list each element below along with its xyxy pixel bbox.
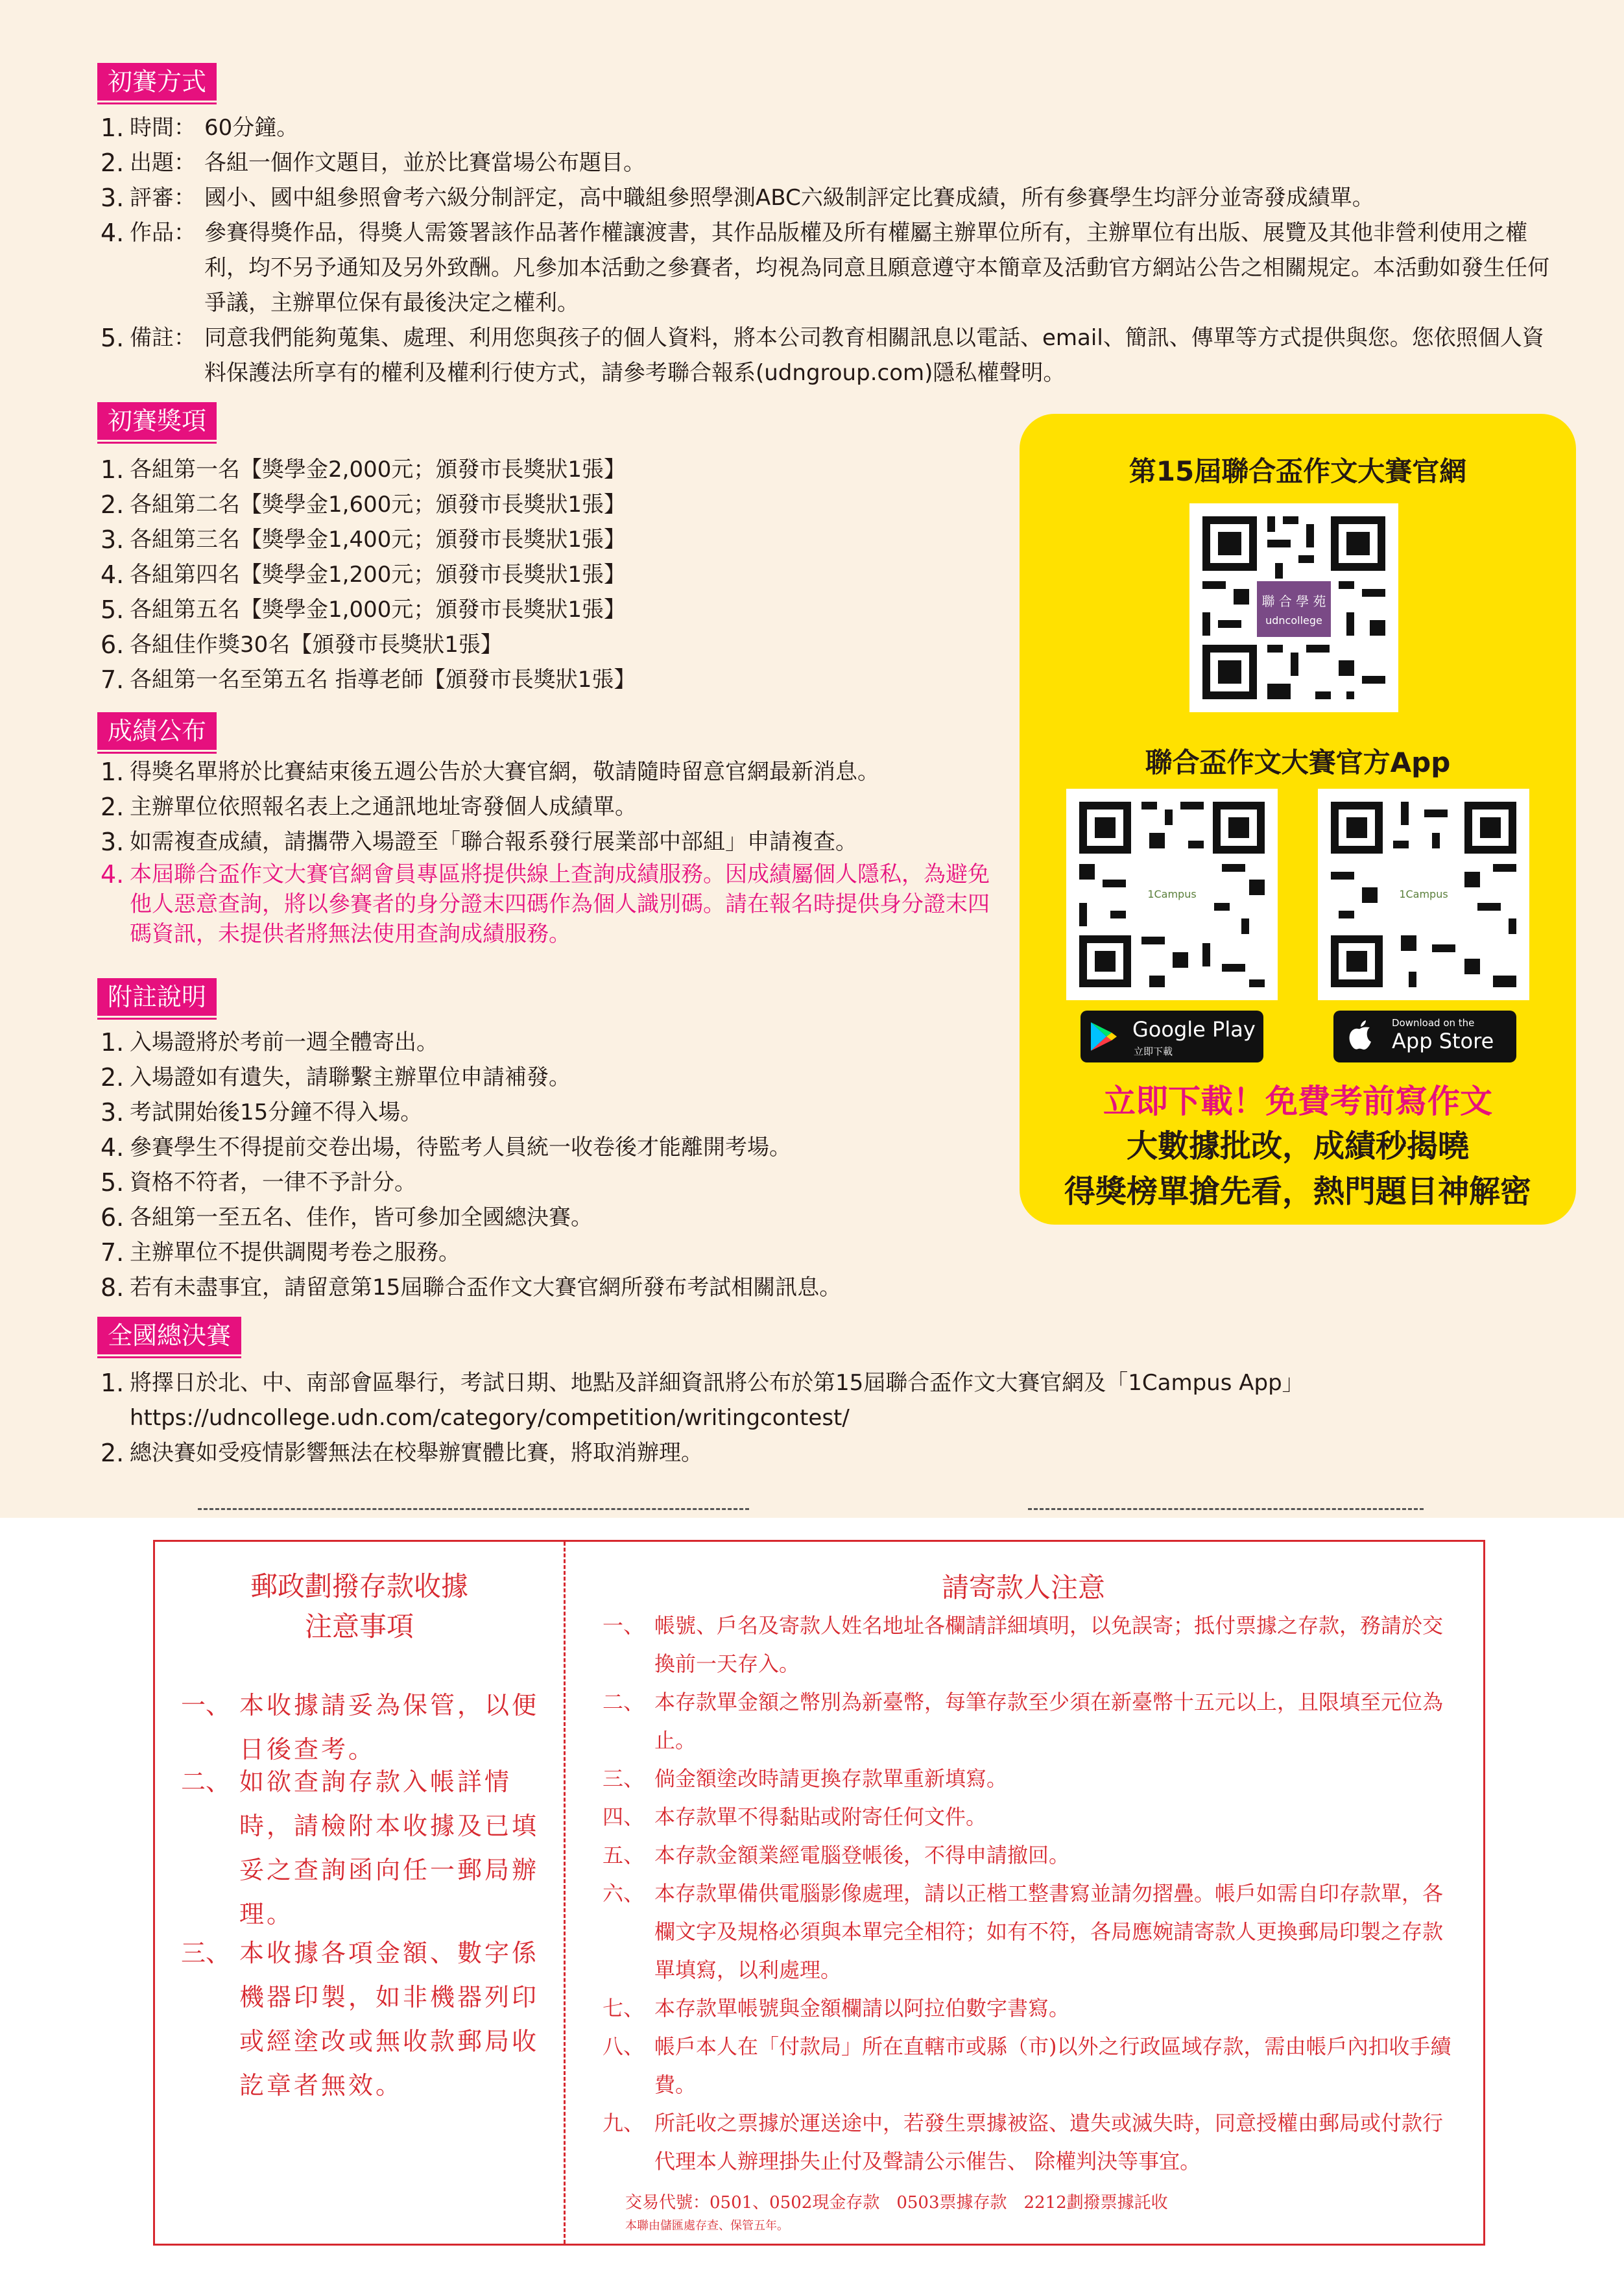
- qr-logo-subtext: udncollege: [1265, 614, 1322, 627]
- results-list: [101, 754, 996, 949]
- list-item: 4. 參賽學生不得提前交卷出場，待監考人員統一收卷後才能離開考場。: [101, 1133, 791, 1162]
- app-store-sublabel: Download on the: [1392, 1017, 1475, 1029]
- list-item: 2. 總決賽如受疫情影響無法在校舉辦實體比賽，將取消辦理。: [101, 1439, 703, 1467]
- app-store-qr-code[interactable]: [1318, 789, 1529, 1000]
- depositor-note-item: 八、 帳戶本人在「付款局」所在直轄市或縣（市)以外之行政區域存款，需由帳戶內扣收手續費。: [603, 2034, 1451, 2097]
- qr-pattern: [1066, 789, 1278, 1000]
- section-title-finals: 全國總決賽: [97, 1317, 241, 1354]
- depositor-note-item: 六、 本存款單備供電腦影像處理，請以正楷工整書寫並請勿摺疊。帳戶如需自印存款單，各欄文字及規格必須與本單完全相符；如有不符，各局應婉請寄款人更換郵局印製之存款單填寫，以利處理。: [603, 1881, 1444, 1982]
- list-item: 3. 考試開始後15分鐘不得入場。: [101, 1098, 423, 1127]
- receipt-subtitle: 注意事項: [304, 1611, 414, 1642]
- depositor-note-item: 五、 本存款金額業經電腦登帳後，不得申請撤回。: [603, 1843, 1070, 1867]
- depositor-note-item: 二、 本存款單金額之幣別為新臺幣，每筆存款至少須在新臺幣十五元以上，且限填至元位為止。: [603, 1690, 1444, 1753]
- trade-code-note: 交易代號：0501、0502現金存款 0503票據存款 2212劃撥票據託收: [625, 2193, 1168, 2213]
- google-play-qr-code[interactable]: [1066, 789, 1278, 1000]
- receipt-note-item: 一、 本收據請妥為保管，以便日後查考。: [181, 1691, 540, 1764]
- finals-list: [101, 1365, 1527, 1470]
- list-item: 1. 各組第一名【獎學金2,000元；頒發市長獎狀1張】: [101, 455, 626, 484]
- list-item: 3. 評審： 國小、國中組參照會考六級分制評定，高中職組參照學測ABC六級制評定比賽成績，所有參賽學生均評分並寄發成績單。: [101, 184, 1374, 212]
- list-item: 1. 將擇日於北、中、南部會區舉行，考試日期、地點及詳細資訊將公布於第15屆聯合盃作文大賽官網及「1Campus App」https://udncollege.udn.com/category/competition/writingcontest/: [101, 1369, 1304, 1431]
- list-item-highlight: 4. 本屆聯合盃作文大賽官網會員專區將提供線上查詢成績服務。因成績屬個人隱私，為避免他人惡意查詢，將以參賽者的身分證末四碼作為個人識別碼。請在報名時提供身分證末四碼資訊，未提供者將無法使用查詢成績服務。: [101, 860, 990, 947]
- list-item: 5. 各組第五名【獎學金1,000元；頒發市長獎狀1張】: [101, 595, 626, 624]
- promo-line-winners: 得獎榜單搶先看，熱門題目神解密: [1064, 1173, 1531, 1210]
- preliminary-list: [101, 110, 1553, 390]
- depositor-note-item: 七、 本存款單帳號與金額欄請以阿拉伯數字書寫。: [603, 1996, 1070, 2021]
- depositor-note-item: 四、 本存款單不得黏貼或附寄任何文件。: [603, 1805, 987, 1829]
- app-store-label: App Store: [1392, 1029, 1494, 1053]
- promo-line-download: 立即下載！免費考前寫作文: [1103, 1083, 1492, 1120]
- list-item: 6. 各組第一至五名、佳作，皆可參加全國總決賽。: [101, 1203, 593, 1232]
- depositor-note-item: 一、 帳號、戶名及寄款人姓名地址各欄請詳細填明，以免誤寄；抵付票據之存款，務請於交換前一天存入。: [603, 1613, 1444, 1676]
- list-item: 2. 主辦單位依照報名表上之通訊地址寄發個人成績單。: [101, 793, 637, 821]
- list-item: 3. 各組第三名【獎學金1,400元；頒發市長獎狀1張】: [101, 525, 626, 554]
- list-item: 1. 時間： 60分鐘。: [101, 114, 299, 142]
- google-play-label: Google Play: [1132, 1017, 1256, 1042]
- list-item: 4. 作品： 參賽得獎作品，得獎人需簽署該作品著作權讓渡書，其作品版權及所有權屬主辦單位所有，主辦單位有出版、展覽及其他非營利使用之權利，均不另予通知及另外致酬。凡參加本活動之參賽者，均視為同意且願意遵守本簡章及活動官方網站公告之相關規定。本活動如發生任何爭議，主辦單位保有最後決定之權利。: [101, 219, 1549, 316]
- retention-note: 本聯由儲匯處存查、保管五年。: [625, 2219, 789, 2233]
- qr-logo-text: 1Campus: [1147, 888, 1197, 900]
- list-item: 1. 得獎名單將於比賽結束後五週公告於大賽官網，敬請隨時留意官網最新消息。: [101, 758, 879, 786]
- qr-logo-text: 聯 合 學 苑: [1261, 594, 1326, 609]
- list-item: 7. 主辦單位不提供調閱考卷之服務。: [101, 1238, 460, 1267]
- app-store-button[interactable]: [1333, 1011, 1516, 1062]
- apple-icon: [1348, 1020, 1372, 1051]
- section-title-awards: 初賽獎項: [97, 402, 217, 440]
- list-item: 2. 出題： 各組一個作文題目，並於比賽當場公布題目。: [101, 149, 645, 177]
- official-site-title: 第15屆聯合盃作文大賽官網: [1128, 455, 1467, 487]
- promo-line-grading: 大數據批改，成績秒揭曉: [1126, 1128, 1469, 1164]
- section-title-notes: 附註說明: [97, 978, 217, 1016]
- section-title-results: 成績公布: [97, 712, 217, 750]
- qr-pattern: [1189, 503, 1398, 712]
- divider-right: [1028, 1508, 1424, 1510]
- google-play-sublabel: 立即下載: [1134, 1046, 1173, 1057]
- list-item: 5. 資格不符者，一律不予計分。: [101, 1168, 416, 1197]
- list-item: 2. 各組第二名【獎學金1,600元；頒發市長獎狀1張】: [101, 490, 626, 519]
- receipt-note-item: 二、 如欲查詢存款入帳詳情時，請檢附本收據及已填妥之查詢函向任一郵局辦理。: [181, 1768, 540, 1928]
- list-item: 5. 備註： 同意我們能夠蒐集、處理、利用您與孩子的個人資料，將本公司教育相關訊息以電話、email、簡訊、傳單等方式提供與您。您依照個人資料保護法所享有的權利及權利行使方式，請參考聯合報系(udngroup.com)隱私權聲明。: [101, 324, 1544, 386]
- official-app-title: 聯合盃作文大賽官方App: [1145, 747, 1451, 778]
- list-item: 1. 入場證將於考前一週全體寄出。: [101, 1028, 438, 1057]
- list-item: 4. 各組第四名【獎學金1,200元；頒發市長獎狀1張】: [101, 560, 626, 589]
- google-play-icon: [1090, 1021, 1118, 1052]
- depositor-note-item: 三、 倘金額塗改時請更換存款單重新填寫。: [603, 1766, 1008, 1791]
- list-item: 8. 若有未盡事宜，請留意第15屆聯合盃作文大賽官網所發布考試相關訊息。: [101, 1273, 842, 1302]
- app-promo-box: [1020, 414, 1576, 1225]
- official-site-qr-code[interactable]: [1189, 503, 1398, 712]
- receipt-title: 郵政劃撥存款收據: [250, 1570, 468, 1602]
- depositor-notice-title: 請寄款人注意: [941, 1572, 1105, 1603]
- receipt-note-item: 三、 本收據各項金額、數字係機器印製，如非機器列印或經塗改或無收款郵局收訖章者無效。: [181, 1939, 540, 2100]
- slip-dashed-divider: [564, 1542, 566, 2244]
- qr-pattern: [1318, 789, 1529, 1000]
- google-play-button[interactable]: [1081, 1011, 1263, 1062]
- section-title-preliminary: 初賽方式: [97, 63, 217, 101]
- divider-left: [198, 1508, 749, 1510]
- list-item: 2. 入場證如有遺失，請聯繫主辦單位申請補發。: [101, 1063, 571, 1092]
- qr-logo-text: 1Campus: [1399, 888, 1448, 900]
- depositor-note-item: 九、 所託收之票據於運送途中，若發生票據被盜、遺失或滅失時，同意授權由郵局或付款行代理本人辦理掛失止付及聲請公示催告、 除權判決等事宜。: [603, 2111, 1444, 2174]
- list-item: 3. 如需複查成績，請攜帶入場證至「聯合報系發行展業部中部組」申請複查。: [101, 828, 857, 856]
- awards-list: [101, 452, 996, 697]
- list-item: 7. 各組第一名至第五名 指導老師【頒發市長獎狀1張】: [101, 666, 636, 694]
- notes-list: [101, 1025, 996, 1305]
- list-item: 6. 各組佳作獎30名【頒發市長獎狀1張】: [101, 630, 503, 659]
- postal-slip-notice: [153, 1540, 1485, 2246]
